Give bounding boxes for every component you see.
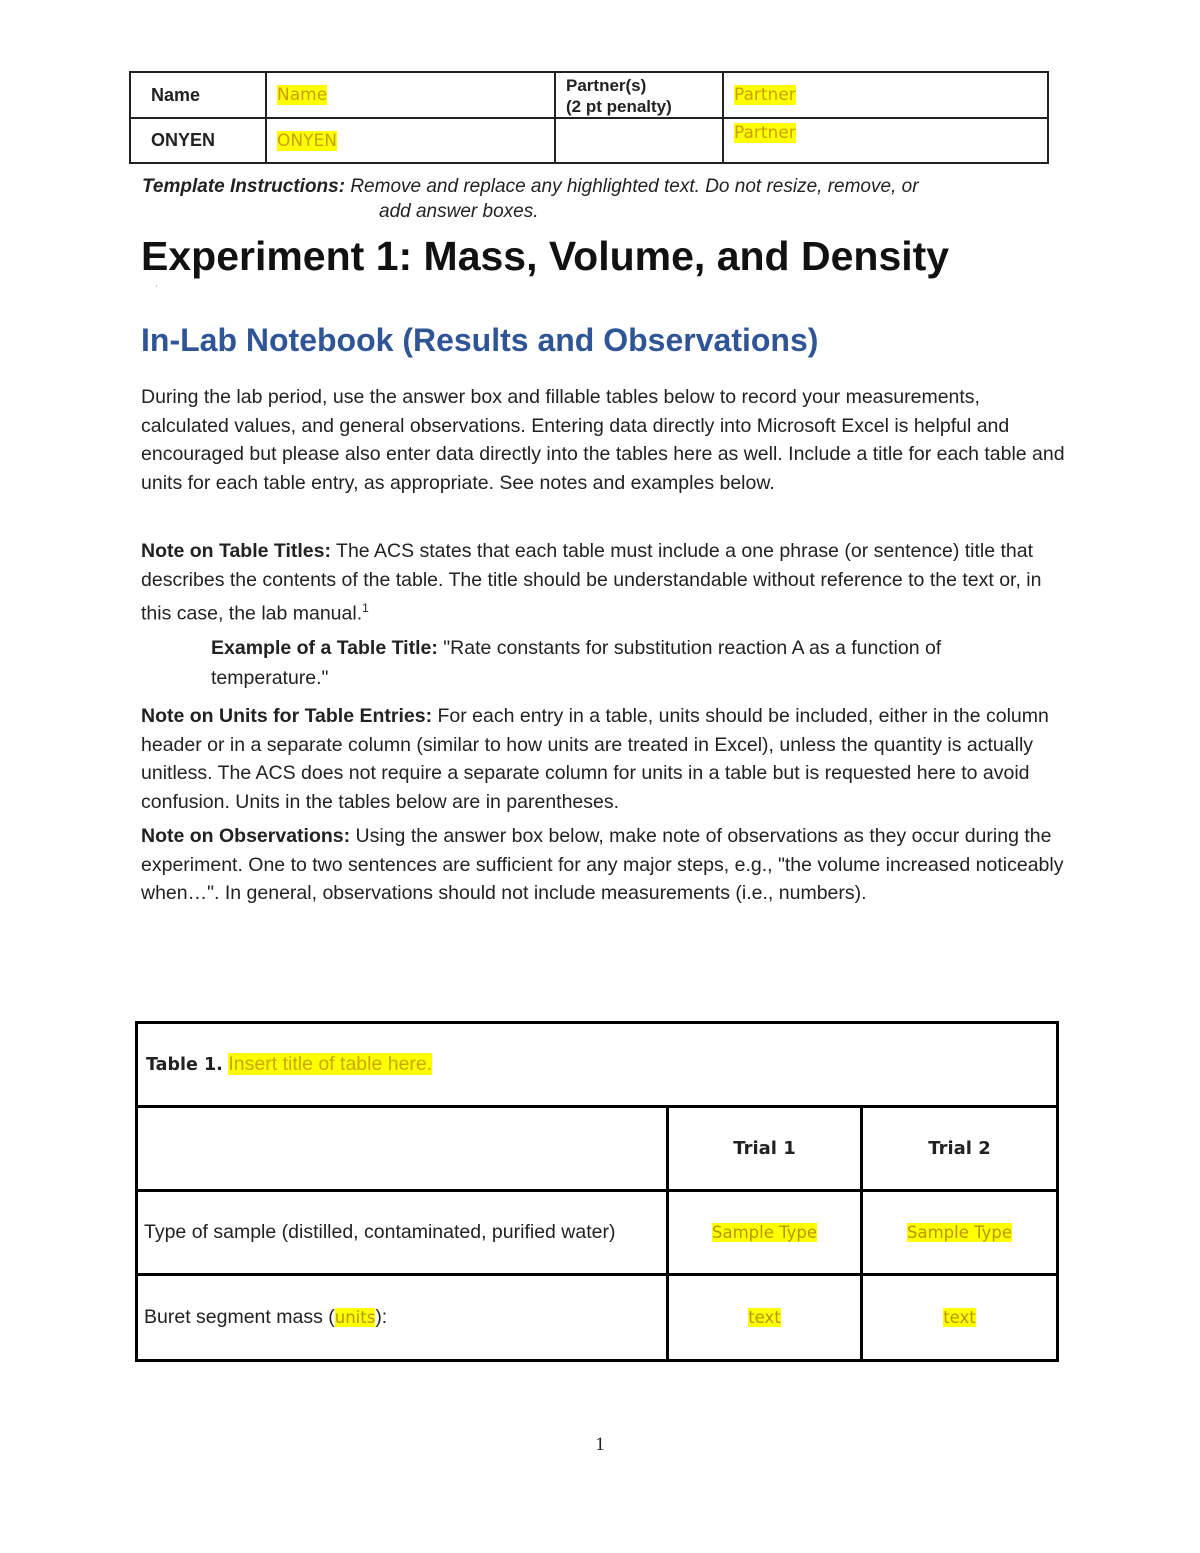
row-label-sample-type: Type of sample (distilled, contaminated, purified water)	[137, 1191, 668, 1275]
buret-mass-units-field[interactable]: units	[334, 1308, 376, 1327]
note-observations	[141, 822, 1066, 908]
onyen-label: ONYEN	[130, 118, 266, 163]
buret-mass-label-after: ):	[375, 1306, 388, 1328]
tick-mark: '	[156, 284, 158, 293]
partner-field-1-value[interactable]: Partner	[734, 85, 796, 105]
partner-label-line1: Partner(s)	[566, 76, 647, 95]
template-instructions	[142, 174, 1042, 224]
page-number: 1	[595, 1434, 605, 1455]
instructions-text-line2: add answer boxes.	[379, 201, 539, 222]
note-observations-label: Note on Observations:	[141, 825, 351, 847]
empty-cell	[555, 118, 723, 163]
row-label-buret-mass	[137, 1275, 668, 1361]
page-title: Experiment 1: Mass, Volume, and Density	[141, 233, 950, 279]
buret-mass-trial-1[interactable]	[668, 1275, 862, 1361]
student-info-table	[129, 71, 1049, 164]
table-header-trial-1: Trial 1	[668, 1107, 862, 1191]
partner-label-line2: (2 pt penalty)	[566, 97, 672, 116]
partner-field-1[interactable]	[723, 72, 1048, 118]
note-units	[141, 702, 1066, 816]
note-units-label: Note on Units for Table Entries:	[141, 705, 433, 727]
onyen-field-value[interactable]: ONYEN	[277, 130, 337, 151]
onyen-field[interactable]	[266, 118, 555, 163]
note-table-titles-text: The ACS states that each table must include a one phrase (or sentence) title that describes the contents of the table. The title should be understandable without reference to the text or, in this case, the lab manual.	[141, 540, 1042, 625]
name-label: Name	[130, 72, 266, 118]
sample-type-trial-2[interactable]	[862, 1191, 1058, 1275]
table-header-trial-2: Trial 2	[862, 1107, 1058, 1191]
note-observations-text: Using the answer box below, make note of observations as they occur during the experiment. One to two sentences are sufficient for any major steps, e.g., "the volume increased noticeably when…". In general, observations should not include measurements (i.e., numbers).	[141, 825, 1064, 904]
note-units-text: For each entry in a table, units should be included, either in the column header or in a separate column (similar to how units are treated in Excel), unless the quantity is actually unitless. The ACS does not require a separate column for units in a table but is requested here to avoid confusion. Units in the tables below are in parentheses.	[141, 705, 1049, 813]
section-heading: In-Lab Notebook (Results and Observations)	[141, 322, 819, 358]
sample-type-trial-1[interactable]	[668, 1191, 862, 1275]
buret-mass-trial-2[interactable]	[862, 1275, 1058, 1361]
table-header-empty	[137, 1107, 668, 1191]
data-table-1	[135, 1021, 1059, 1362]
buret-mass-trial-1-value[interactable]: text	[748, 1308, 781, 1327]
instructions-text-line1: Remove and replace any highlighted text. Do not resize, remove, or	[350, 176, 919, 197]
example-title-text: "Rate constants for substitution reaction A as a function of temperature."	[211, 637, 942, 689]
note-table-titles	[141, 537, 1066, 628]
name-field[interactable]	[266, 72, 555, 118]
partner-field-2[interactable]	[723, 118, 1048, 163]
example-table-title	[211, 633, 1051, 693]
footnote-ref: 1	[362, 601, 369, 615]
partner-label	[555, 72, 723, 118]
buret-mass-label-before: Buret segment mass (	[144, 1306, 335, 1328]
buret-mass-trial-2-value[interactable]: text	[943, 1308, 976, 1327]
table-caption	[137, 1023, 1058, 1107]
sample-type-trial-2-value[interactable]: Sample Type	[906, 1223, 1012, 1242]
table-caption-label: Table 1.	[146, 1055, 223, 1075]
sample-type-trial-1-value[interactable]: Sample Type	[711, 1223, 817, 1242]
partner-field-2-value[interactable]: Partner	[734, 123, 796, 143]
name-field-value[interactable]: Name	[277, 85, 328, 105]
intro-paragraph: During the lab period, use the answer box and fillable tables below to record your measurements, calculated values, and general observations. Entering data directly into Microsoft Excel is helpful and encouraged but please also enter data directly into the tables here as well. Include a title for each table and units for each table entry, as appropriate. See notes and examples below.	[141, 386, 1065, 494]
note-table-titles-label: Note on Table Titles:	[141, 540, 331, 562]
table-title-field[interactable]: Insert title of table here.	[228, 1053, 433, 1075]
example-title-label: Example of a Table Title:	[211, 637, 438, 659]
instructions-label: Template Instructions:	[142, 176, 346, 197]
